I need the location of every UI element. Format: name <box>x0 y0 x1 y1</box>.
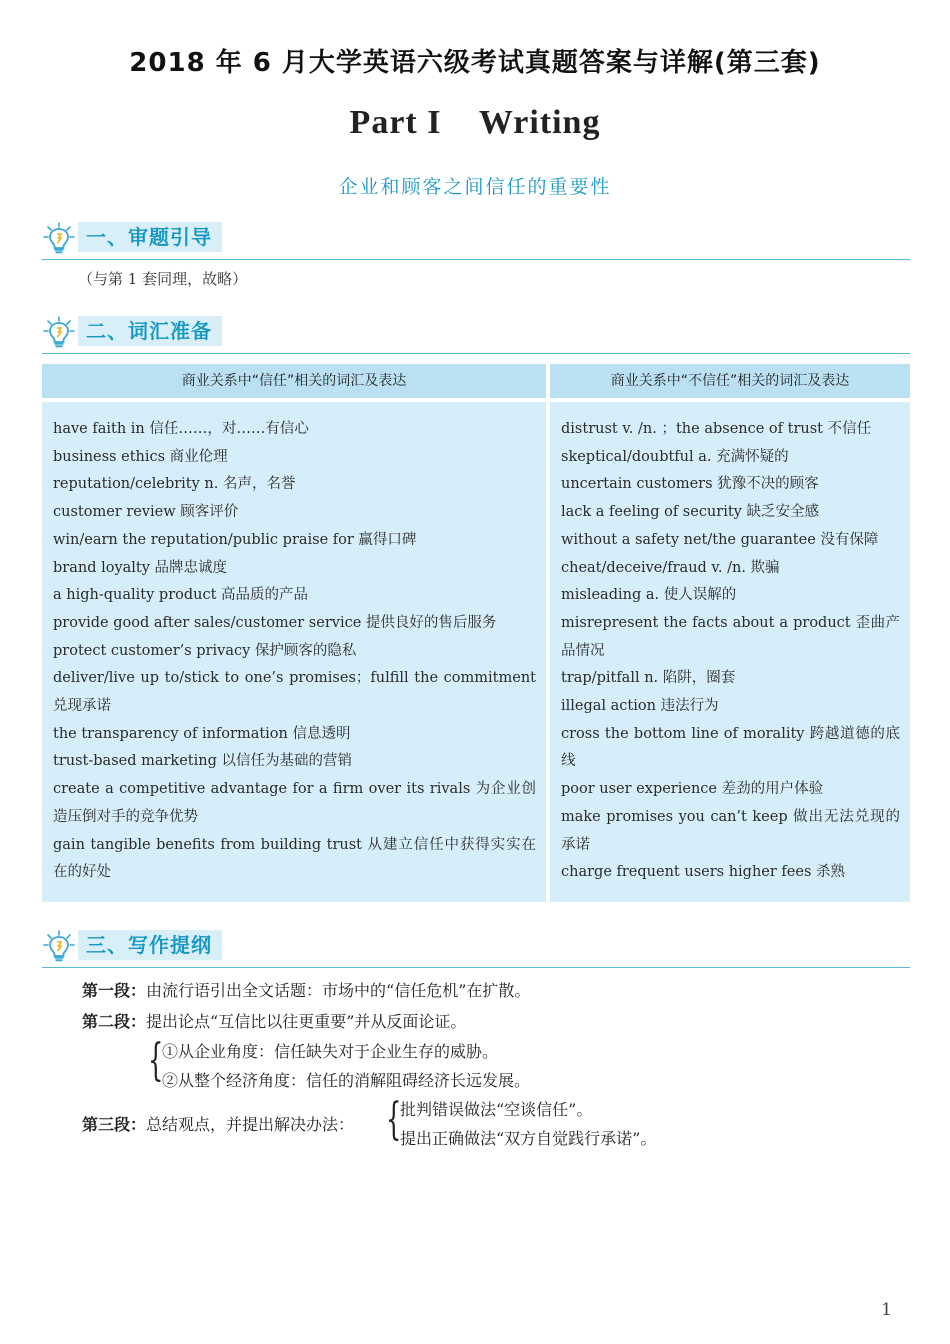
list-item: reputation/celebrity n. 名声，名誉 <box>53 476 296 493</box>
list-item: customer review 顾客评价 <box>53 504 239 521</box>
list-item: cheat/deceive/fraud v. /n. 欺骗 <box>561 559 780 576</box>
list-item: a high-quality product 高品质的产品 <box>53 587 309 604</box>
section-header-1 <box>42 221 910 255</box>
list-item: create a competitive advantage for a firm over its rivals 为企业创造压倒对手的竞争优势 <box>53 781 536 825</box>
outline-label: 第三段： <box>82 1115 147 1134</box>
outline-text: 由流行语引出全文话题：市场中的“信任危机”在扩散。 <box>146 981 531 1000</box>
list-item: illegal action 违法行为 <box>561 698 719 715</box>
brace-icon: { <box>386 1094 402 1145</box>
outline-sub-point: ①从企业角度：信任缺失对于企业生存的威胁。 <box>162 1042 499 1061</box>
outline-label: 第一段： <box>82 981 147 1000</box>
list-item: trap/pitfall n. 陷阱，圈套 <box>561 670 736 687</box>
list-item: have faith in 信任……，对……有信心 <box>53 421 309 437</box>
outline-paragraph-3 <box>82 1112 354 1135</box>
list-item: misleading a. 使人误解的 <box>561 587 737 604</box>
section-label: 二、词汇准备 <box>78 316 222 346</box>
section-label: 三、写作提纲 <box>78 930 222 960</box>
list-item: brand loyalty 品牌忠诚度 <box>53 559 228 576</box>
list-item: cross the bottom line of morality 跨越道德的底线 <box>561 725 900 770</box>
section-divider <box>42 353 910 354</box>
outline-text: 提出论点“互信比以往更重要”并从反面论证。 <box>146 1012 467 1031</box>
trust-vocab-column <box>42 402 546 902</box>
list-item: charge frequent users higher fees 杀熟 <box>561 864 846 881</box>
section-label: 一、审题引导 <box>78 222 222 252</box>
lightbulb-icon <box>42 315 76 349</box>
list-item: win/earn the reputation/public praise for 赢得口碑 <box>53 531 417 548</box>
list-item: misrepresent the facts about a product 歪曲产品情况 <box>561 614 900 659</box>
part-title: Part I Writing <box>349 104 601 141</box>
table-header-trust: 商业关系中“信任”相关的词汇及表达 <box>42 364 546 398</box>
outline-sub-point: ②从整个经济角度：信任的消解阻碍经济长远发展。 <box>162 1071 531 1090</box>
list-item: the transparency of information 信息透明 <box>53 725 351 742</box>
section-divider <box>42 967 910 968</box>
list-item: business ethics 商业伦理 <box>53 448 228 465</box>
list-item: distrust v. /n. ；the absence of trust 不信任 <box>561 421 872 437</box>
list-item: protect customer’s privacy 保护顾客的隐私 <box>53 642 357 659</box>
list-item: provide good after sales/customer service 提供良好的售后服务 <box>53 614 497 631</box>
section-header-2 <box>42 315 910 349</box>
list-item: gain tangible benefits from building trust 从建立信任中获得实实在在的好处 <box>53 836 536 881</box>
list-item: deliver/live up to/stick to one’s promises；fulfill the commitment 兑现承诺 <box>53 670 536 715</box>
list-item: without a safety net/the guarantee 没有保障 <box>561 531 879 548</box>
table-header-distrust: 商业关系中“不信任”相关的词汇及表达 <box>550 364 910 398</box>
page-number: 1 <box>881 1300 892 1320</box>
brace-icon: { <box>148 1035 164 1086</box>
list-item: make promises you can’t keep 做出无法兑现的承诺 <box>561 808 900 853</box>
section-note: （与第 1 套同理，故略） <box>78 270 248 288</box>
section-divider <box>42 259 910 260</box>
list-item: trust-based marketing 以信任为基础的营销 <box>53 753 352 770</box>
essay-topic-title: 企业和顾客之间信任的重要性 <box>338 176 612 198</box>
list-item: skeptical/doubtful a. 充满怀疑的 <box>561 448 789 465</box>
outline-text: 总结观点，并提出解决办法： <box>146 1115 355 1134</box>
outline-paragraph-1 <box>82 978 530 1001</box>
document-title: 2018 年 6 月大学英语六级考试真题答案与详解(第三套) <box>129 48 821 78</box>
section-header-3 <box>42 929 910 963</box>
outline-label: 第二段： <box>82 1012 147 1031</box>
list-item: lack a feeling of security 缺乏安全感 <box>561 504 819 521</box>
distrust-vocab-column <box>550 402 910 902</box>
outline-sub-point: 批判错误做法“空谈信任”。 <box>400 1100 593 1119</box>
outline-paragraph-2 <box>82 1009 466 1032</box>
lightbulb-icon <box>42 221 76 255</box>
outline-sub-point: 提出正确做法“双方自觉践行承诺”。 <box>400 1129 657 1148</box>
list-item: poor user experience 差劲的用户体验 <box>561 781 824 798</box>
list-item: uncertain customers 犹豫不决的顾客 <box>561 476 819 493</box>
lightbulb-icon <box>42 929 76 963</box>
